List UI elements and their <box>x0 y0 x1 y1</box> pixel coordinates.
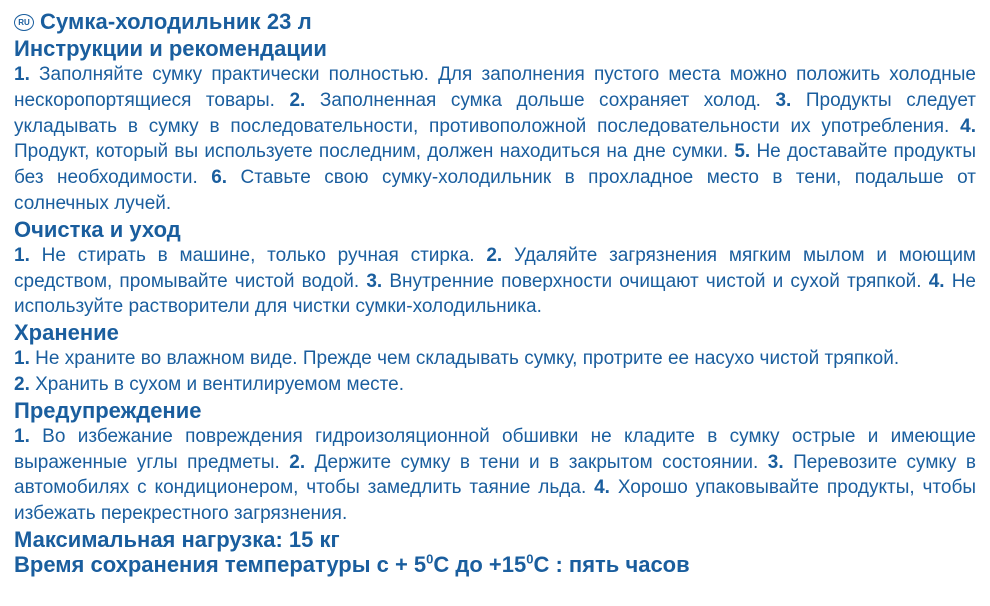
item-number: 1. <box>14 425 30 447</box>
language-badge-icon: RU <box>14 14 34 31</box>
item-number: 2. <box>486 244 503 266</box>
section-body-cleaning <box>14 243 976 320</box>
item-text: Заполненная сумка дольше сохраняет холод. <box>305 89 776 111</box>
item-text: Не доставайте продукты без необходимости. <box>14 141 976 189</box>
title-row <box>14 8 976 36</box>
item-number: 5. <box>734 141 751 163</box>
item-number: 4. <box>594 477 610 499</box>
item-number: 4. <box>928 270 945 292</box>
temp-middle: С до +15 <box>433 551 527 577</box>
temp-prefix: Время сохранения температуры с + 5 <box>14 551 427 577</box>
degree-sup: 0 <box>526 551 534 567</box>
item-text: Во избежание повреждения гидроизоляционной обшивки не кладите в сумку острые и имеющие выраженные углы предметы. <box>14 425 976 473</box>
item-text: Не используйте растворители для чистки сумки-холодильника. <box>14 270 976 318</box>
temperature-retention-line <box>14 552 976 577</box>
item-text: Ставьте свою сумку-холодильник в прохладное место в тени, подальше от солнечных лучей. <box>14 167 976 214</box>
item-text: Заполняйте сумку практически полностью. Для заполнения пустого места можно положить холодные нескоропортящиеся товары. <box>14 64 976 111</box>
section-body-storage <box>14 346 976 398</box>
item-number: 3. <box>767 451 784 473</box>
temp-suffix: С : пять часов <box>533 551 690 577</box>
section-body-instructions <box>14 62 976 217</box>
item-number: 2. <box>289 89 306 111</box>
item-number: 6. <box>211 167 228 189</box>
item-text: Удаляйте загрязнения мягким мылом и моющим средством, промывайте чистой водой. <box>14 244 976 292</box>
item-number: 2. <box>14 373 30 395</box>
item-text: Хорошо упаковывайте продукты, чтобы избежать перекрестного загрязнения. <box>14 477 976 525</box>
item-text: Держите сумку в тени и в закрытом состоянии. <box>305 451 768 473</box>
section-heading-warning: Предупреждение <box>14 397 202 423</box>
max-load-line: Максимальная нагрузка: 15 кг <box>14 526 340 552</box>
item-number: 4. <box>960 115 976 137</box>
item-text: Внутренние поверхности очищают чистой и сухой тряпкой. <box>382 270 929 292</box>
page-title: Сумка-холодильник 23 л <box>40 9 312 34</box>
item-text: Продукт, который вы используете последним, должен находиться на дне сумки. <box>14 141 735 163</box>
item-text: Не храните во влажном виде. Прежде чем складывать сумку, протрите ее насухо чистой тряпкой. <box>29 348 900 370</box>
section-heading-cleaning: Очистка и уход <box>14 216 181 242</box>
item-number: 1. <box>14 348 30 370</box>
section-body-warning <box>14 424 976 527</box>
degree-sup: 0 <box>426 551 434 567</box>
item-text: Хранить в сухом и вентилируемом месте. <box>29 373 404 395</box>
item-number: 3. <box>366 270 383 292</box>
item-number: 1. <box>14 244 30 266</box>
item-number: 2. <box>289 451 306 473</box>
section-heading-storage: Хранение <box>14 320 119 346</box>
section-heading-instructions: Инструкции и рекомендации <box>14 36 327 61</box>
item-text: Не стирать в машине, только ручная стирка. <box>29 244 487 266</box>
item-number: 1. <box>14 64 30 85</box>
item-number: 3. <box>775 89 792 111</box>
item-text: Перевозите сумку в автомобилях с кондиционером, чтобы замедлить таяние льда. <box>14 451 976 499</box>
item-text: Продукты следует укладывать в сумку в последовательности, противоположной последовательности их употребления. <box>14 89 976 137</box>
